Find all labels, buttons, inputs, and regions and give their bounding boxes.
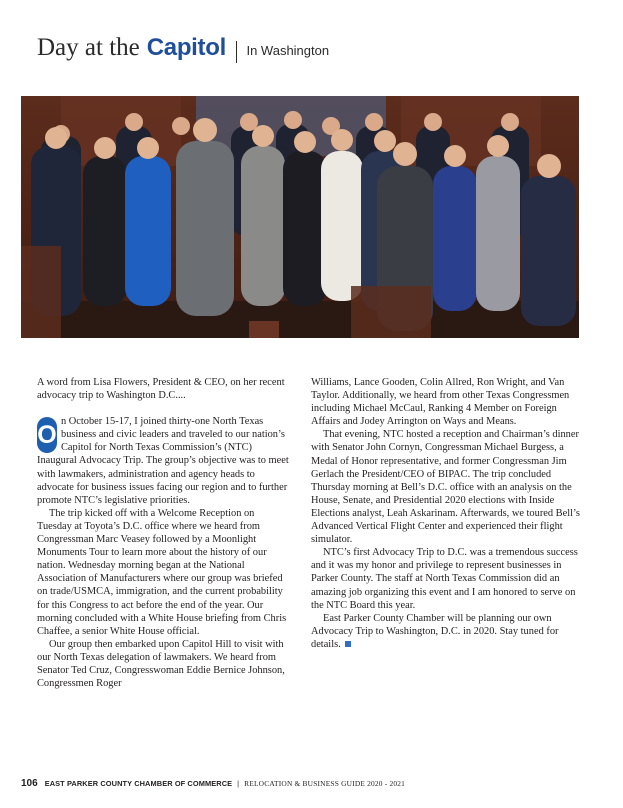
footer-guide-title: RELOCATION & BUSINESS GUIDE 2020 - 2021 xyxy=(244,779,406,788)
end-of-article-mark xyxy=(345,641,351,647)
footer-separator: | xyxy=(237,779,240,788)
footer-organization: EAST PARKER COUNTY CHAMBER OF COMMERCE xyxy=(44,779,233,788)
article-paragraph: Williams, Lance Gooden, Colin Allred, Ron Wright, and Van Taylor. Additionally, we heard from other Texas Congressmen including Michael McCaul, Ranking 4 Member on Foreign Affairs and Jodey Arrington on Ways and Means. xyxy=(311,377,570,428)
article-column-left xyxy=(37,376,291,690)
header-title-prefix: Day at the xyxy=(37,34,140,61)
page-header xyxy=(37,34,329,70)
article-paragraph: Our group then embarked upon Capitol Hill to visit with our North Texas delegation of lawmakers. We heard from Senator Ted Cruz, Congresswoman Eddie Bernice Johnson, Congressmen Roger xyxy=(37,638,285,690)
group-photo xyxy=(21,96,579,338)
page-number: 106 xyxy=(21,778,38,789)
header-divider xyxy=(236,41,238,63)
article-paragraph xyxy=(37,415,291,507)
article-paragraph-text: East Parker County Chamber will be planning our own Advocacy Trip to Washington, D.C. in 2020. Stay tuned for details. xyxy=(311,612,559,650)
article-paragraph: That evening, NTC hosted a reception and Chairman’s dinner with Senator John Cornyn, Congressman Michael Burgess, a Medal of Honor representative, and former Congressman Jim Gerlach the President/CEO of BIPAC. The trip concluded Thursday morning at Bell’s D.C. office with an analysis on the House, Senate, and Presidential 2020 elections with Inside Elections analyst, Leah Askarinam. Afterwards, we toured Bell’s Advanced Vertical Flight Center and experienced their flight simulator. xyxy=(311,429,580,546)
article-paragraph-text: n October 15-17, I joined thirty-one North Texas business and civic leaders and traveled to our nation’s Capitol for North Texas Commission’s (NTC) Inaugural Advocacy Trip. The group’s objective was to meet with lawmakers, administration and agency heads to advocate for business issues facing our region and to further promote NTC’s legislative priorities. xyxy=(37,416,289,506)
article-paragraph xyxy=(311,612,586,651)
article-column-right xyxy=(311,376,586,651)
page-footer xyxy=(21,778,405,789)
drop-cap: O xyxy=(37,417,57,453)
article-intro: A word from Lisa Flowers, President & CEO, on her recent advocacy trip to Washington D.C.... xyxy=(37,377,285,402)
header-subtitle: In Washington xyxy=(246,43,330,58)
header-title-keyword: Capitol xyxy=(146,34,226,61)
article-paragraph: The trip kicked off with a Welcome Reception on Tuesday at Toyota’s D.C. office where we heard from Congressman Marc Veasey followed by a Moonlight Monuments Tour to learn more about the history of our nation. Wednesday morning began at the National Association of Manufacturers where our group was briefed on trade/USMCA, immigration, and the current probability for this Congress to act before the end of the year. Our morning concluded with a White House briefing from Chris Chaffee, a senior White House official. xyxy=(37,507,287,637)
group-photo-illustration xyxy=(21,96,579,338)
article-paragraph: NTC’s first Advocacy Trip to D.C. was a tremendous success and it was my honor and privilege to represent businesses in Parker County. The staff at North Texas Commission did an amazing job organizing this event and I am honored to serve on the NTC Board this year. xyxy=(311,547,578,611)
